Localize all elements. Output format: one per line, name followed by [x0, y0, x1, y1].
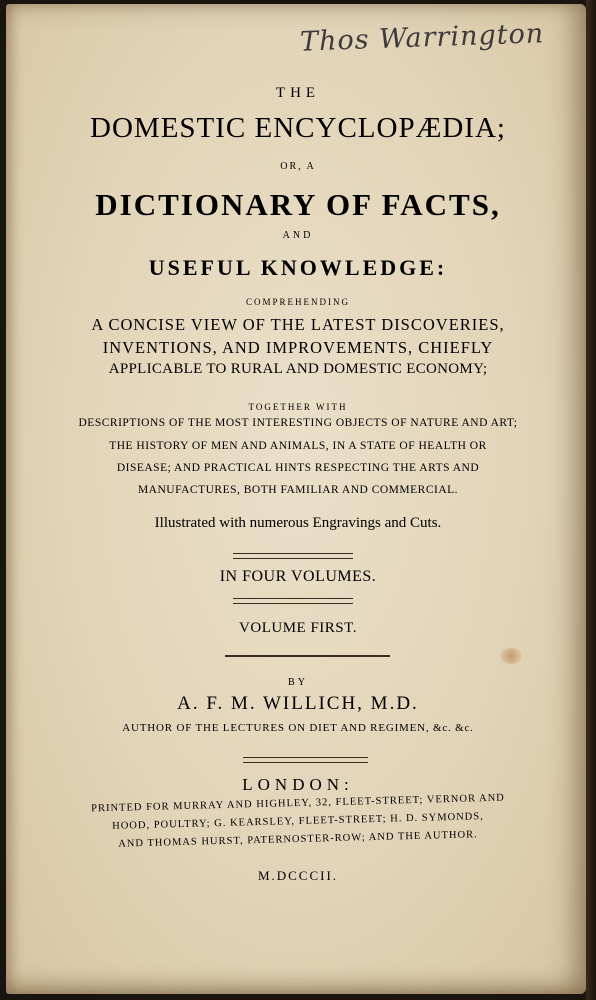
volume-number: VOLUME FIRST. [239, 620, 357, 636]
title-article: THE [275, 85, 321, 101]
volumes-count: IN FOUR VOLUMES. [219, 568, 377, 585]
together-line-4: MANUFACTURES, BOTH FAMILIAR AND COMMERCIAL. [137, 484, 459, 496]
subtitle: DICTIONARY OF FACTS, [95, 187, 501, 222]
imprint-date: M.DCCCII. [257, 868, 339, 883]
together-label: TOGETHER WITH [248, 402, 348, 412]
title-or: OR, A [280, 161, 316, 172]
double-rule [243, 757, 368, 763]
comprehending-line-2: INVENTIONS, AND IMPROVEMENTS, CHIEFLY [102, 338, 494, 357]
illustrated-note: Illustrated with numerous Engravings and Cuts. [154, 515, 442, 531]
by-label: BY [288, 677, 308, 688]
author-credit: AUTHOR OF THE LECTURES ON DIET AND REGIMEN, &c. &c. [122, 722, 474, 734]
double-rule [233, 553, 353, 559]
comprehending-label: COMPREHENDING [245, 297, 350, 307]
title-and: AND [282, 230, 314, 241]
imprint-line-2: HOOD, POULTRY; G. KEARSLEY, FLEET-STREET; H. D. SYMONDS, [112, 811, 484, 832]
book-edge [586, 0, 596, 1000]
main-title: DOMESTIC ENCYCLOPÆDIA; [90, 112, 506, 144]
comprehending-line-3: APPLICABLE TO RURAL AND DOMESTIC ECONOMY; [108, 361, 488, 377]
together-line-1: DESCRIPTIONS OF THE MOST INTERESTING OBJECTS OF NATURE AND ART; [78, 417, 518, 429]
single-rule [225, 655, 390, 657]
together-line-2: THE HISTORY OF MEN AND ANIMALS, IN A STATE OF HEALTH OR [109, 440, 487, 452]
foxing-stain [500, 648, 522, 664]
subtitle-2: USEFUL KNOWLEDGE: [148, 255, 448, 280]
imprint-city: LONDON: [242, 775, 354, 794]
imprint-line-1: PRINTED FOR MURRAY AND HIGHLEY, 32, FLEET-STREET; VERNOR AND [91, 792, 505, 815]
author-name: A. F. M. WILLICH, M.D. [177, 693, 419, 714]
handwritten-signature: Thos Warrington [299, 18, 545, 58]
double-rule [233, 598, 353, 604]
together-line-3: DISEASE; AND PRACTICAL HINTS RESPECTING THE ARTS AND [116, 462, 480, 474]
imprint-line-3: AND THOMAS HURST, PATERNOSTER-ROW; AND THE AUTHOR. [118, 829, 478, 850]
comprehending-line-1: A CONCISE VIEW OF THE LATEST DISCOVERIES, [91, 315, 505, 334]
